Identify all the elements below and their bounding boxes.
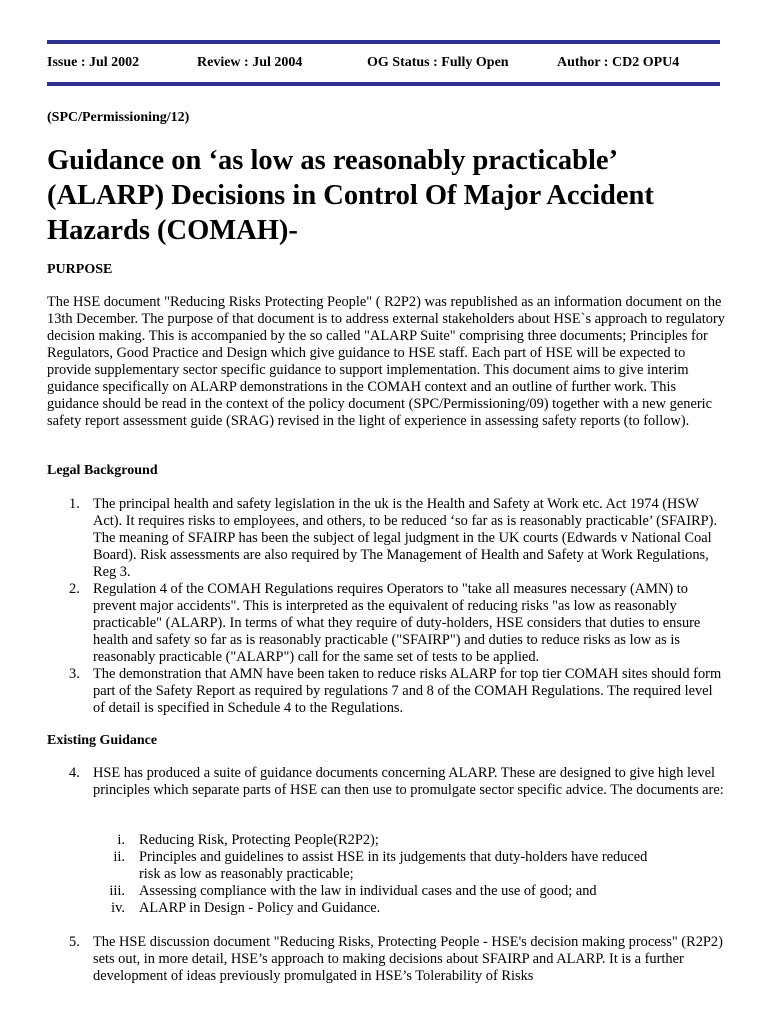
legal-background-list bbox=[47, 496, 727, 717]
legal-background-heading: Legal Background bbox=[47, 463, 158, 478]
list-item: 2. Regulation 4 of the COMAH Regulations requires Operators to "take all measures necessary (AMN) to prevent major accidents". This is interpreted as the equivalent of reducing risks "as low as reasonably practicable" (ALARP). In terms of what they require of duty-holders, HSE considers that duties to ensure health and safety so far as is reasonably practicable ("SFAIRP") and duties to reduce risks as low as is reasonably practicable ("ALARP") call for the same set of tests to be applied. bbox=[69, 581, 701, 665]
list-item: ii. Principles and guidelines to assist HSE in its judgements that duty-holders have reduced risk as low as reasonably practicable; bbox=[113, 849, 648, 882]
list-item: 4. HSE has produced a suite of guidance documents concerning ALARP. These are designed to give high level principles which separate parts of HSE can then use to promulgate sector specific advice. The documents are: bbox=[69, 765, 724, 798]
issue-date: Issue : Jul 2002 bbox=[47, 55, 140, 70]
og-status: OG Status : Fully Open bbox=[367, 55, 509, 70]
page-title: Guidance on ‘as low as reasonably practicable’ (ALARP) Decisions in Control Of Major Accident Hazards (COMAH)- bbox=[47, 145, 654, 246]
existing-guidance-list bbox=[47, 765, 727, 799]
list-item: i. Reducing Risk, Protecting People(R2P2); bbox=[117, 832, 379, 848]
existing-guidance-list-continued bbox=[47, 934, 727, 985]
review-date: Review : Jul 2004 bbox=[197, 55, 303, 70]
purpose-text: The HSE document "Reducing Risks Protecting People" ( R2P2) was republished as an information document on the 13th December. The purpose of that document is to address external stakeholders about HSE`s approach to regulatory decision making. This is accompanied by the so called "ALARP Suite" comprising three documents; Principles for Regulators, Good Practice and Design which give guidance to HSE staff. Each part of HSE will be expected to provide supplementary sector specific guidance to support implementation. This document aims to give interim guidance specifically on ALARP demonstrations in the COMAH context and an outline of further work. This guidance should be read in the context of the policy document (SPC/Permissioning/09) together with a new generic safety report assessment guide (SRAG) revised in the light of experience in assessing safety reports (to follow). bbox=[47, 294, 725, 429]
list-item: iii. Assessing compliance with the law in individual cases and the use of good; and bbox=[109, 883, 597, 899]
list-item: 1. The principal health and safety legislation in the uk is the Health and Safety at Work etc. Act 1974 (HSW Act). It requires risks to employees, and others, to be reduced ‘so far as is reasonably practicable’ (SFAIRP). The meaning of SFAIRP has been the subject of legal judgment in the UK courts (Edwards v National Coal Board). Risk assessments are also required by The Management of Health and Safety at Work Regulations, Reg 3. bbox=[69, 496, 718, 580]
existing-guidance-heading: Existing Guidance bbox=[47, 733, 158, 748]
list-item: 5. The HSE discussion document "Reducing Risks, Protecting People - HSE's decision making process" (R2P2) sets out, in more detail, HSE’s approach to making decisions about SFAIRP and ALARP. It is a further development of ideas previously promulgated in HSE’s Tolerability of Risks bbox=[69, 934, 723, 984]
list-item: 3. The demonstration that AMN have been taken to reduce risks ALARP for top tier COMAH sites should form part of the Safety Report as required by regulations 7 and 8 of the COMAH Regulations. The required level of detail is specified in Schedule 4 to the Regulations. bbox=[69, 666, 722, 716]
header-bottom-rule bbox=[47, 82, 720, 86]
document-reference: (SPC/Permissioning/12) bbox=[47, 110, 190, 125]
documents-list bbox=[47, 832, 727, 917]
list-item: iv. ALARP in Design - Policy and Guidance. bbox=[111, 900, 381, 916]
header-top-rule bbox=[47, 40, 720, 44]
document-header bbox=[0, 55, 768, 73]
purpose-heading: PURPOSE bbox=[47, 262, 113, 277]
author: Author : CD2 OPU4 bbox=[557, 55, 680, 70]
